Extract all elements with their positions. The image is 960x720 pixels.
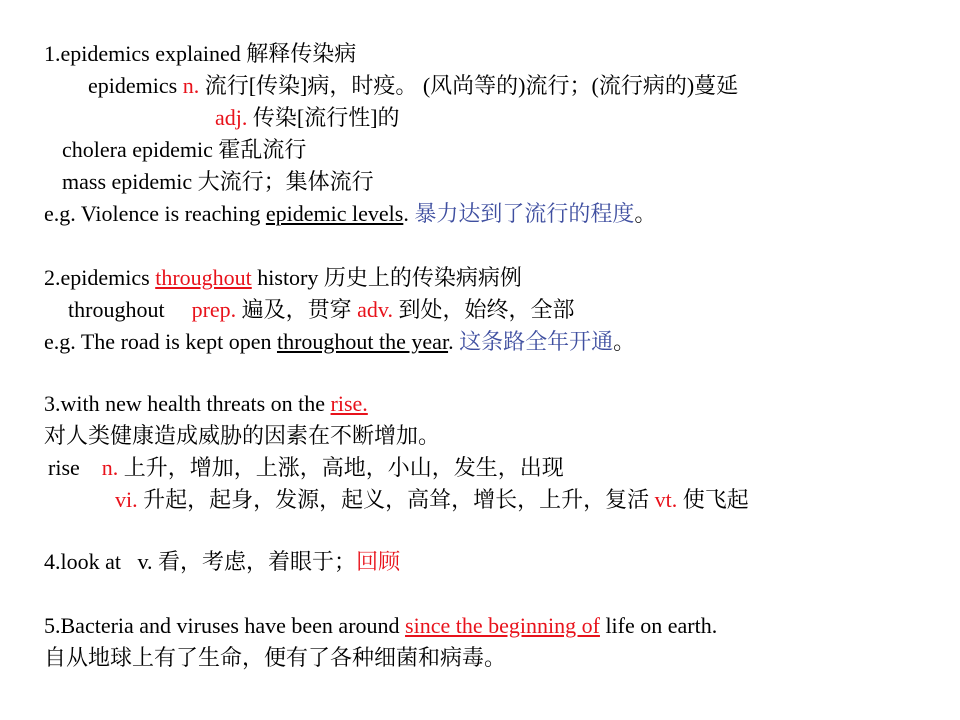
pos-noun: n. (182, 73, 200, 98)
adverb-text: 到处，始终，全部 (393, 297, 575, 322)
throughout-definition (68, 296, 575, 324)
example-period: . (448, 329, 454, 354)
example-translation: 这条路全年开通 (453, 329, 614, 354)
collocation-mass (62, 168, 374, 196)
transitive-verb-text: 使飞起 (677, 487, 749, 512)
definition-word: rise (48, 455, 80, 480)
noun-text: 上升，增加，上涨，高地，小山，发生，出现 (118, 455, 564, 480)
section-3-translation (44, 422, 440, 450)
example-period: . (403, 201, 409, 226)
heading-keyword: 回顾 (356, 549, 401, 574)
translation-text: 自从地球上有了生命，便有了各种细菌和病毒。 (44, 645, 507, 670)
section-1-heading-text: 1.epidemics explained 解释传染病 (44, 41, 357, 66)
example-underlined-phrase: throughout the year (276, 329, 449, 354)
section-4-heading (44, 548, 400, 576)
collocation-cholera (62, 136, 306, 164)
heading-keyword: throughout (155, 265, 252, 290)
heading-suffix: life on earth. (599, 613, 718, 638)
epidemics-definition (88, 72, 738, 100)
example-prefix: e.g. The road is kept open (44, 329, 277, 354)
example-sentence-1 (44, 200, 656, 228)
example-sentence-2 (44, 328, 635, 356)
adjective-text: 传染[流行性]的 (247, 105, 400, 130)
heading-suffix: history 历史上的传染病病例 (251, 265, 522, 290)
pos-adjective: adj. (215, 105, 248, 130)
rise-verb-definition (115, 486, 749, 514)
pos-intransitive-verb: vi. (115, 487, 138, 512)
adjective-definition (215, 104, 400, 132)
preposition-text: 遍及，贯穿 (236, 297, 358, 322)
section-3-heading (44, 390, 368, 418)
heading-prefix: 4.look at v. 看，考虑，着眼于； (44, 549, 357, 574)
pos-preposition: prep. (191, 297, 237, 322)
example-end-mark: 。 (634, 201, 657, 226)
definition-word: epidemics (88, 73, 183, 98)
pos-noun: n. (101, 455, 119, 480)
example-end-mark: 。 (613, 329, 636, 354)
section-5-translation (44, 644, 506, 672)
intransitive-verb-text: 升起，起身，发源，起义，高耸，增长，上升，复活 (137, 487, 655, 512)
collocation-text: cholera epidemic 霍乱流行 (62, 137, 307, 162)
pos-adverb: adv. (357, 297, 394, 322)
example-translation: 暴力达到了流行的程度 (408, 201, 635, 226)
example-prefix: e.g. Violence is reaching (44, 201, 266, 226)
heading-prefix: 2.epidemics (44, 265, 156, 290)
section-1-heading (44, 40, 356, 68)
translation-text: 对人类健康造成威胁的因素在不断增加。 (44, 423, 441, 448)
definition-word: throughout (68, 297, 165, 322)
heading-prefix: 3.with new health threats on the (44, 391, 331, 416)
heading-prefix: 5.Bacteria and viruses have been around (44, 613, 406, 638)
example-underlined-phrase: epidemic levels (265, 201, 404, 226)
section-5-heading (44, 612, 717, 640)
heading-keyword: rise. (330, 391, 368, 416)
pos-transitive-verb: vt. (654, 487, 678, 512)
section-2-heading (44, 264, 522, 292)
heading-keyword: since the beginning of (405, 613, 600, 638)
rise-noun-definition (48, 454, 564, 482)
definition-text: 流行[传染]病，时疫。 (风尚等的)流行；(流行病的)蔓延 (199, 73, 739, 98)
collocation-text: mass epidemic 大流行；集体流行 (62, 169, 374, 194)
